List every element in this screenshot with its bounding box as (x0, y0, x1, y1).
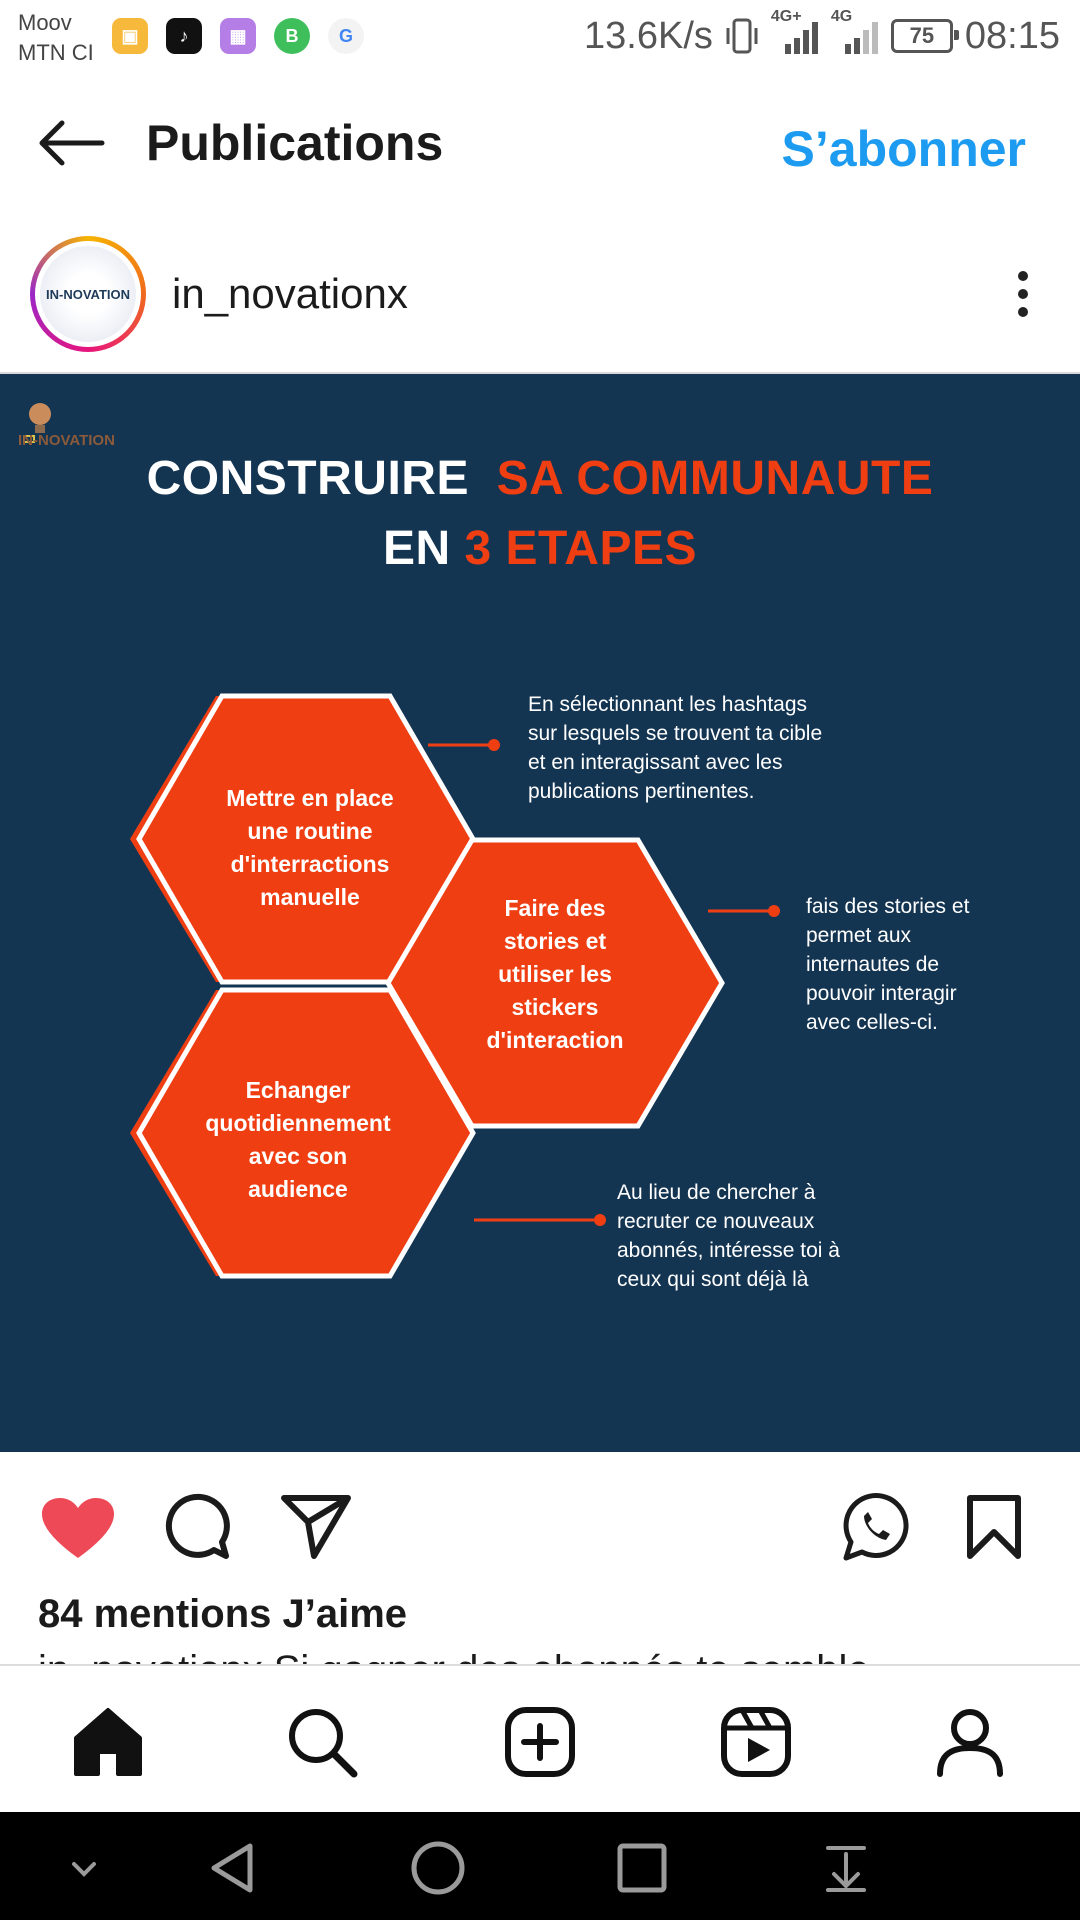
post-actions (0, 1452, 1080, 1602)
avatar[interactable] (30, 236, 146, 352)
vibrate-icon (725, 16, 759, 56)
system-nav-bar (0, 1812, 1080, 1920)
network-type-2: 4G (830, 8, 853, 25)
bottom-nav (0, 1664, 1080, 1814)
step-1-line: Mettre en place (226, 785, 394, 811)
step-2-line: Faire des (504, 895, 606, 921)
connector-3-dot (594, 1214, 606, 1226)
step-3-desc-line: Au lieu de chercher à (617, 1181, 816, 1204)
top-bar (0, 88, 1080, 198)
step-2-line: d'interaction (486, 1027, 624, 1053)
clock: 08:15 (964, 14, 1060, 57)
connector-2-dot (768, 905, 780, 917)
step-1-description (528, 690, 822, 806)
reels-icon[interactable] (720, 1706, 792, 1778)
back-icon[interactable] (206, 1840, 262, 1896)
carrier-line-1: Moov (18, 10, 72, 35)
step-2-line: utiliser les (498, 961, 612, 987)
home-icon[interactable] (72, 1706, 144, 1778)
carrier-info (18, 8, 94, 68)
step-3-desc-line: ceux qui sont déjà là (617, 1268, 809, 1291)
username[interactable]: in_novationx (172, 270, 408, 317)
step-3-description (617, 1178, 840, 1294)
step-3-line: audience (248, 1176, 348, 1202)
home-circle-icon[interactable] (410, 1840, 466, 1896)
battery-level: 75 (909, 23, 935, 48)
share-icon[interactable] (280, 1492, 352, 1560)
heart-icon[interactable] (40, 1496, 116, 1562)
step-3-line: avec son (248, 1143, 348, 1169)
caption[interactable] (38, 1646, 1038, 1662)
step-1-line: d'interractions (230, 851, 390, 877)
title-part-4: 3 ETAPES (464, 522, 698, 575)
bookmark-icon[interactable] (964, 1494, 1024, 1560)
step-2-desc-line: pouvoir interagir (806, 982, 957, 1005)
step-3-desc-line: recruter ce nouveaux (617, 1210, 815, 1233)
step-2-description (806, 892, 969, 1037)
signal-4g-icon (830, 8, 879, 58)
step-2-label (435, 892, 675, 1057)
more-options-icon[interactable] (1016, 270, 1030, 318)
whatsapp-icon[interactable] (838, 1492, 910, 1564)
connector-1-dot (488, 739, 500, 751)
gallery-icon: ▦ (220, 18, 256, 54)
title-part-1: CONSTRUIRE (146, 452, 483, 505)
google-icon: G (328, 18, 364, 54)
step-3-desc-line: abonnés, intéresse toi à (617, 1239, 840, 1262)
network-type-1: 4G+ (770, 8, 802, 25)
tiktok-icon: ♪ (166, 18, 202, 54)
step-3-line: quotidiennement (205, 1110, 391, 1136)
step-1-desc-line: publications pertinentes. (528, 780, 755, 803)
avatar-text: IN-NOVATION (40, 246, 136, 342)
step-2-desc-line: internautes de (806, 953, 940, 976)
step-3-label (178, 1074, 418, 1206)
battery-icon (891, 19, 953, 53)
step-2-desc-line: permet aux (806, 924, 912, 947)
title-part-2: SA COMMUNAUTE (496, 452, 934, 505)
new-post-icon[interactable] (504, 1706, 576, 1778)
step-2-desc-line: fais des stories et (806, 895, 970, 918)
step-1-line: manuelle (260, 884, 360, 910)
search-icon[interactable] (286, 1706, 358, 1778)
status-bar (0, 0, 1080, 80)
shopping-bag-icon: ▣ (112, 18, 148, 54)
post-image[interactable] (0, 372, 1080, 1456)
collapse-icon[interactable] (56, 1840, 112, 1896)
page-title: Publications (146, 115, 444, 171)
back-arrow-icon[interactable] (36, 118, 106, 168)
step-1-line: une routine (247, 818, 373, 844)
profile-icon[interactable] (934, 1706, 1006, 1778)
step-2-line: stickers (511, 994, 599, 1020)
carrier-line-2: MTN CI (18, 40, 94, 65)
step-1-desc-line: sur lesquels se trouvent ta cible (528, 722, 823, 745)
step-1-label (190, 782, 430, 914)
post-header (0, 230, 1080, 360)
recents-icon[interactable] (614, 1840, 670, 1896)
notification-drawer-icon[interactable] (818, 1840, 874, 1896)
whatsapp-business-icon: B (274, 18, 310, 54)
status-right (584, 8, 1060, 58)
post-title (0, 444, 1080, 584)
brand-logo-text: IN-NOVATION (18, 432, 115, 449)
notification-icons (112, 18, 364, 54)
net-speed: 13.6K/s (584, 14, 713, 57)
step-2-desc-line: avec celles-ci. (806, 1011, 938, 1034)
comment-icon[interactable] (162, 1492, 232, 1562)
subscribe-button[interactable]: S’abonner (781, 121, 1026, 177)
title-part-3: EN (382, 522, 465, 575)
signal-4gplus-icon (770, 8, 819, 58)
step-3-line: Echanger (245, 1077, 351, 1103)
step-1-desc-line: En sélectionnant les hashtags (528, 693, 808, 716)
likes-count[interactable]: 84 mentions J’aime (38, 1592, 408, 1636)
step-1-desc-line: et en interagissant avec les (528, 751, 783, 774)
step-2-line: stories et (503, 928, 607, 954)
